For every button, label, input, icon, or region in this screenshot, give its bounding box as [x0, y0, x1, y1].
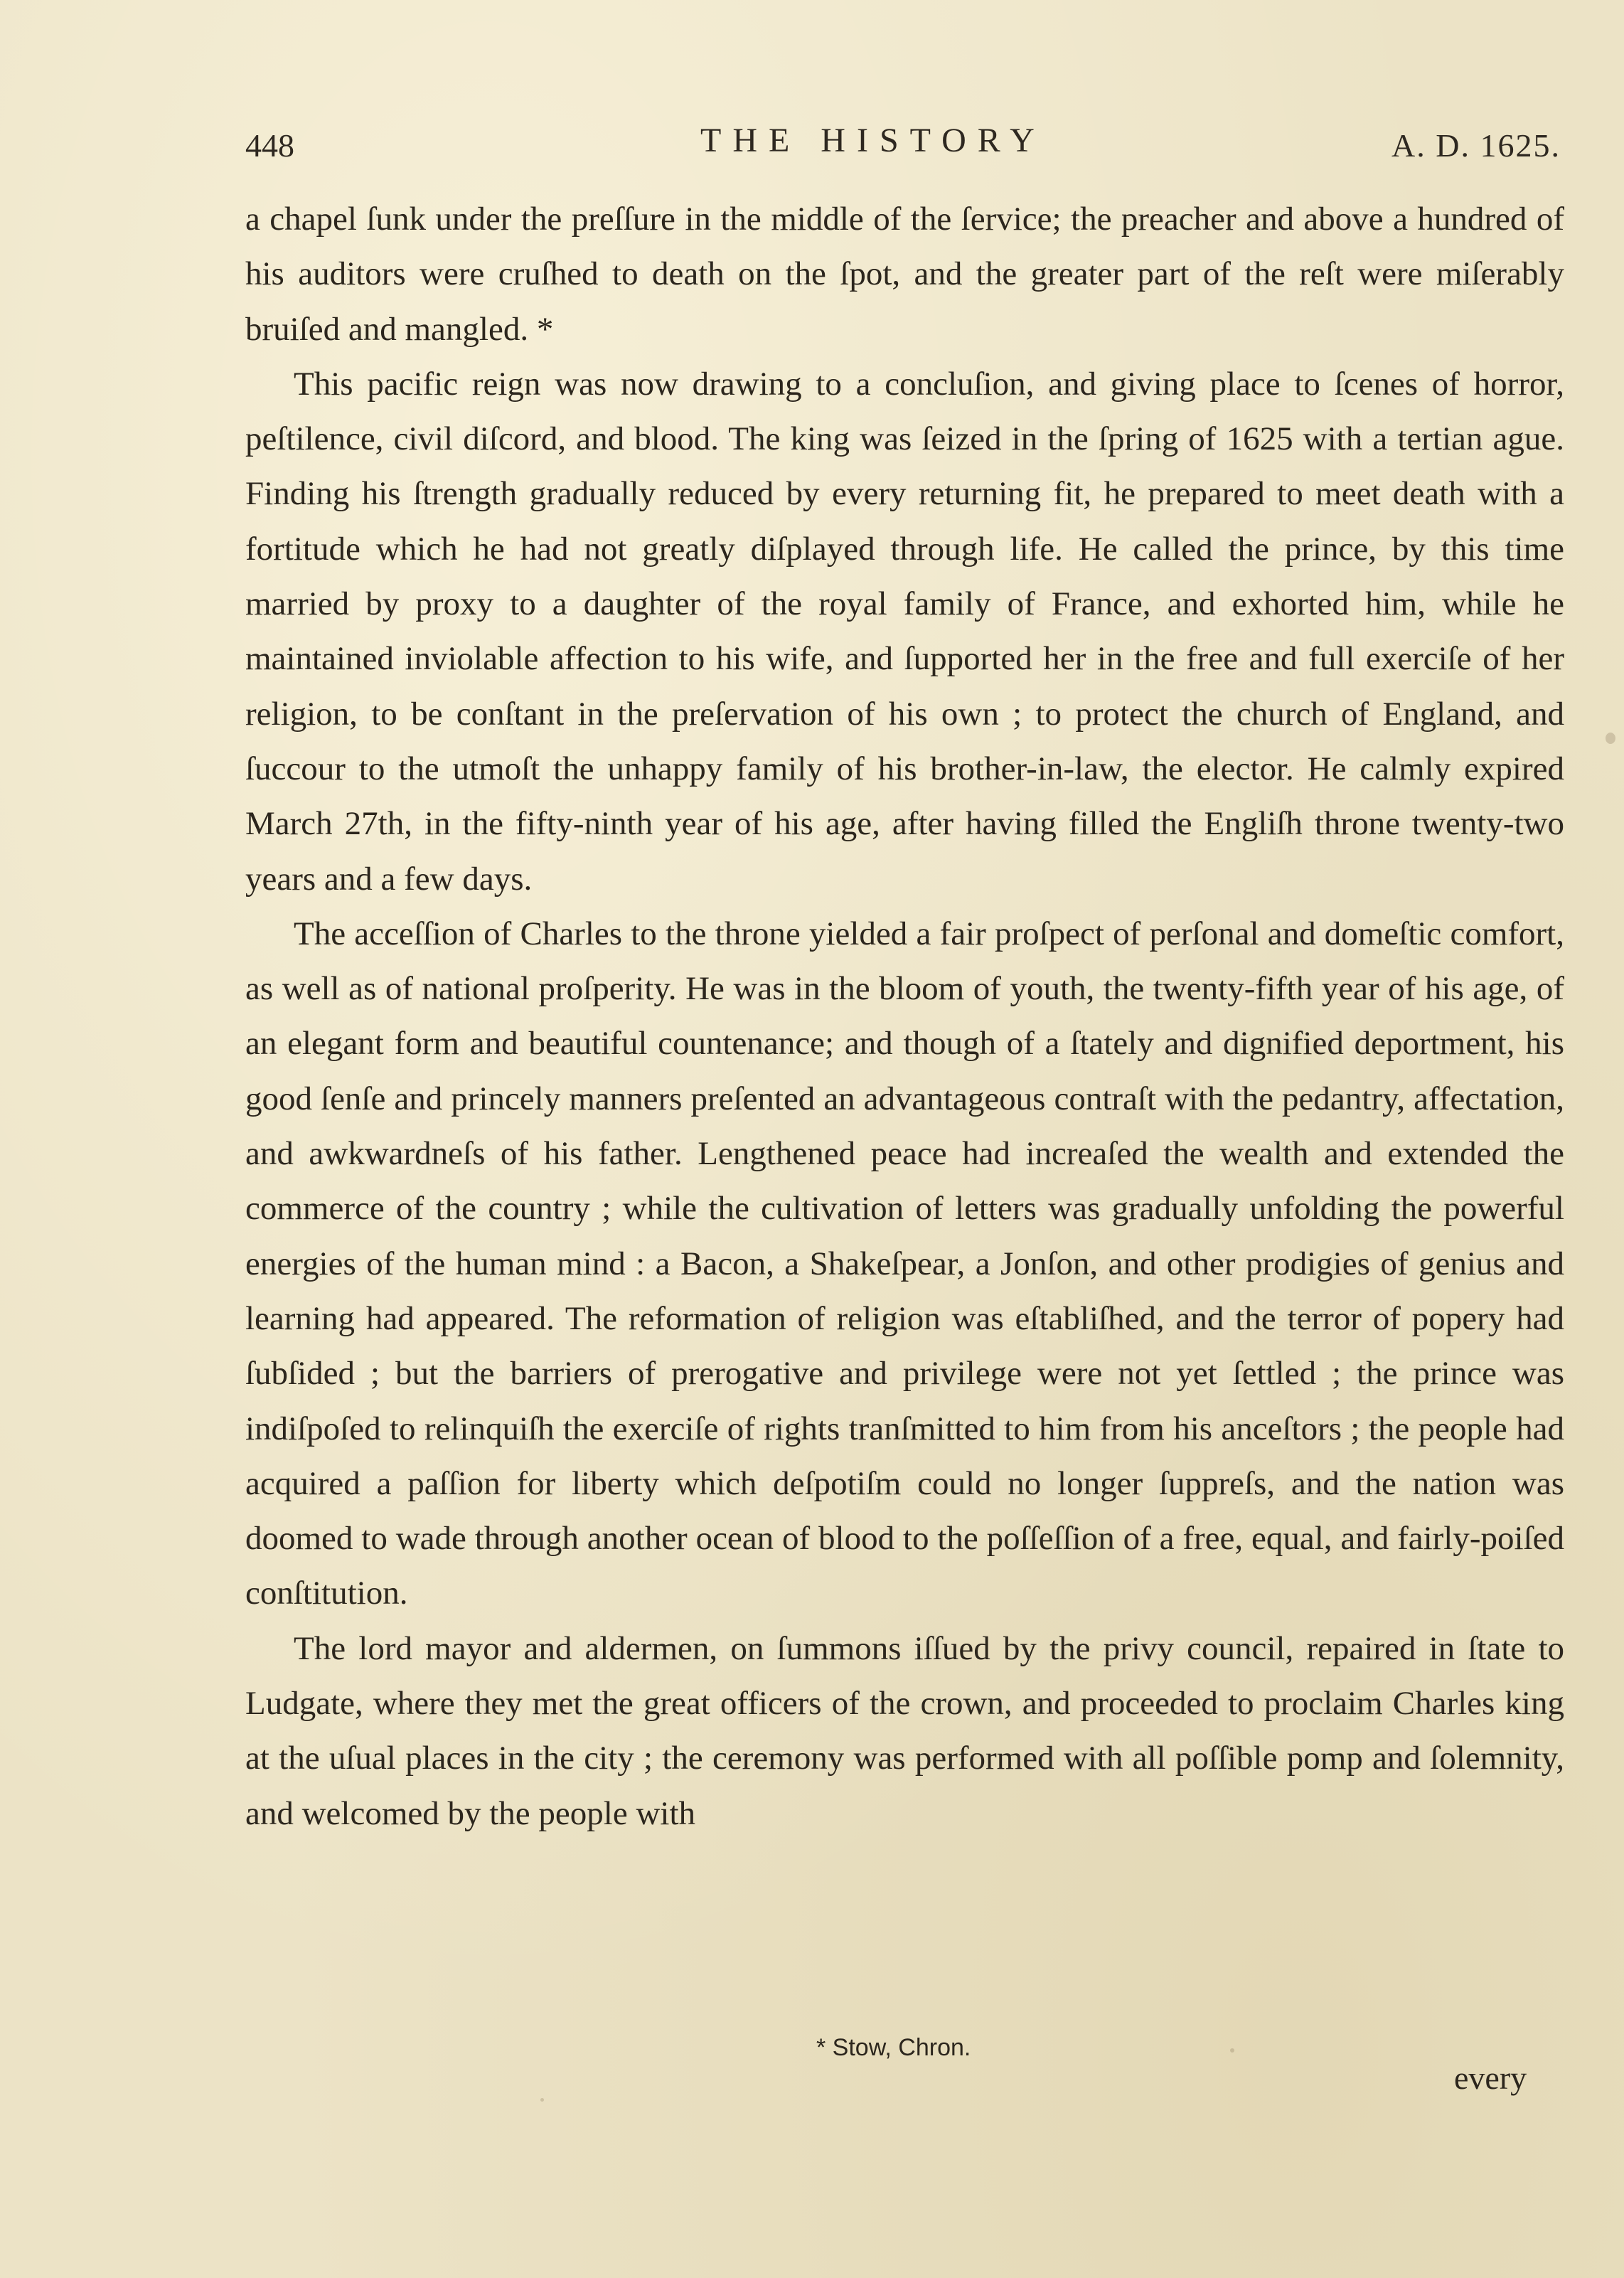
paragraph-4: The lord mayor and aldermen, on ſummons iſſued by the privy council, repaired in ſtate to Ludgate, where they met the great officers of the crown, and proceeded to proclaim Charles king at the uſual places in the city ; the ceremony was performed with all poſſible pomp and ſolemnity, and welcomed by the people with [245, 1629, 1564, 1832]
paragraph-3: The acceſſion of Charles to the throne yielded a fair proſpect of perſonal and domeſtic comfort, as well as of national proſperity. He was in the bloom of youth, the twenty-fifth year of his age, of an elegant form and beautiful countenance; and though of a ſtately and dignified deportment, his good ſenſe and princely manners preſented an advantageous contraſt with the pedantry, affectation, and awkwardneſs of his father. Lengthened peace had increaſed the wealth and extended the commerce of the country ; while the cultivation of letters was gradually unfolding the powerful energies of the human mind : a Bacon, a Shakeſpear, a Jonſon, and other prodigies of genius and learning had appeared. The reformation of religion was eſtabliſhed, and the terror of popery had ſubſided ; but the barriers of prerogative and privilege were not yet ſettled ; the prince was indiſpoſed to relinquiſh the exerciſe of rights tranſmitted to him from his anceſtors ; the people had acquired a paſſion for liberty which deſpotiſm could no longer ſuppreſs, and the nation was doomed to wade through another ocean of blood to the poſſeſſion of a free, equal, and fairly-poiſed conſtitution. [245, 915, 1564, 1612]
paragraph-1: a chapel ſunk under the preſſure in the middle of the ſervice; the preacher and above a hundred of his auditors were cruſhed to death on the ſpot, and the greater part of the reſt were miſerably bruiſed and mangled. * [245, 201, 1564, 348]
page-header [245, 121, 1561, 171]
paragraph-2: This pacific reign was now drawing to a concluſion, and giving place to ſcenes of horror, peſtilence, civil diſcord, and blood. The king was ſeized in the ſpring of 1625 with a tertian ague. Finding his ſtrength gradually reduced by every returning fit, he prepared to meet death with a fortitude which he had not greatly diſplayed through life. He called the prince, by this time married by proxy to a daughter of the royal family of France, and exhorted him, while he maintained inviolable affection to his wife, and ſupported her in the free and full exerciſe of her religion, to be conſtant in the preſervation of his own ; to protect the church of England, and ſuccour to the utmoſt the unhappy family of his brother-in-law, the elector. He calmly expired March 27th, in the fifty-ninth year of his age, after having filled the Engliſh throne twenty-two years and a few days. [245, 365, 1564, 898]
running-title: THE HISTORY [700, 122, 1046, 159]
body-text [245, 192, 1564, 1841]
catchword: every [1454, 2060, 1527, 2096]
paper-speck [1606, 733, 1615, 744]
header-year: A. D. 1625. [1391, 127, 1561, 164]
page-number: 448 [245, 127, 294, 164]
paper-speck [1230, 2048, 1234, 2053]
paper-speck [540, 2098, 544, 2102]
footnote: * Stow, Chron. [816, 2034, 971, 2061]
